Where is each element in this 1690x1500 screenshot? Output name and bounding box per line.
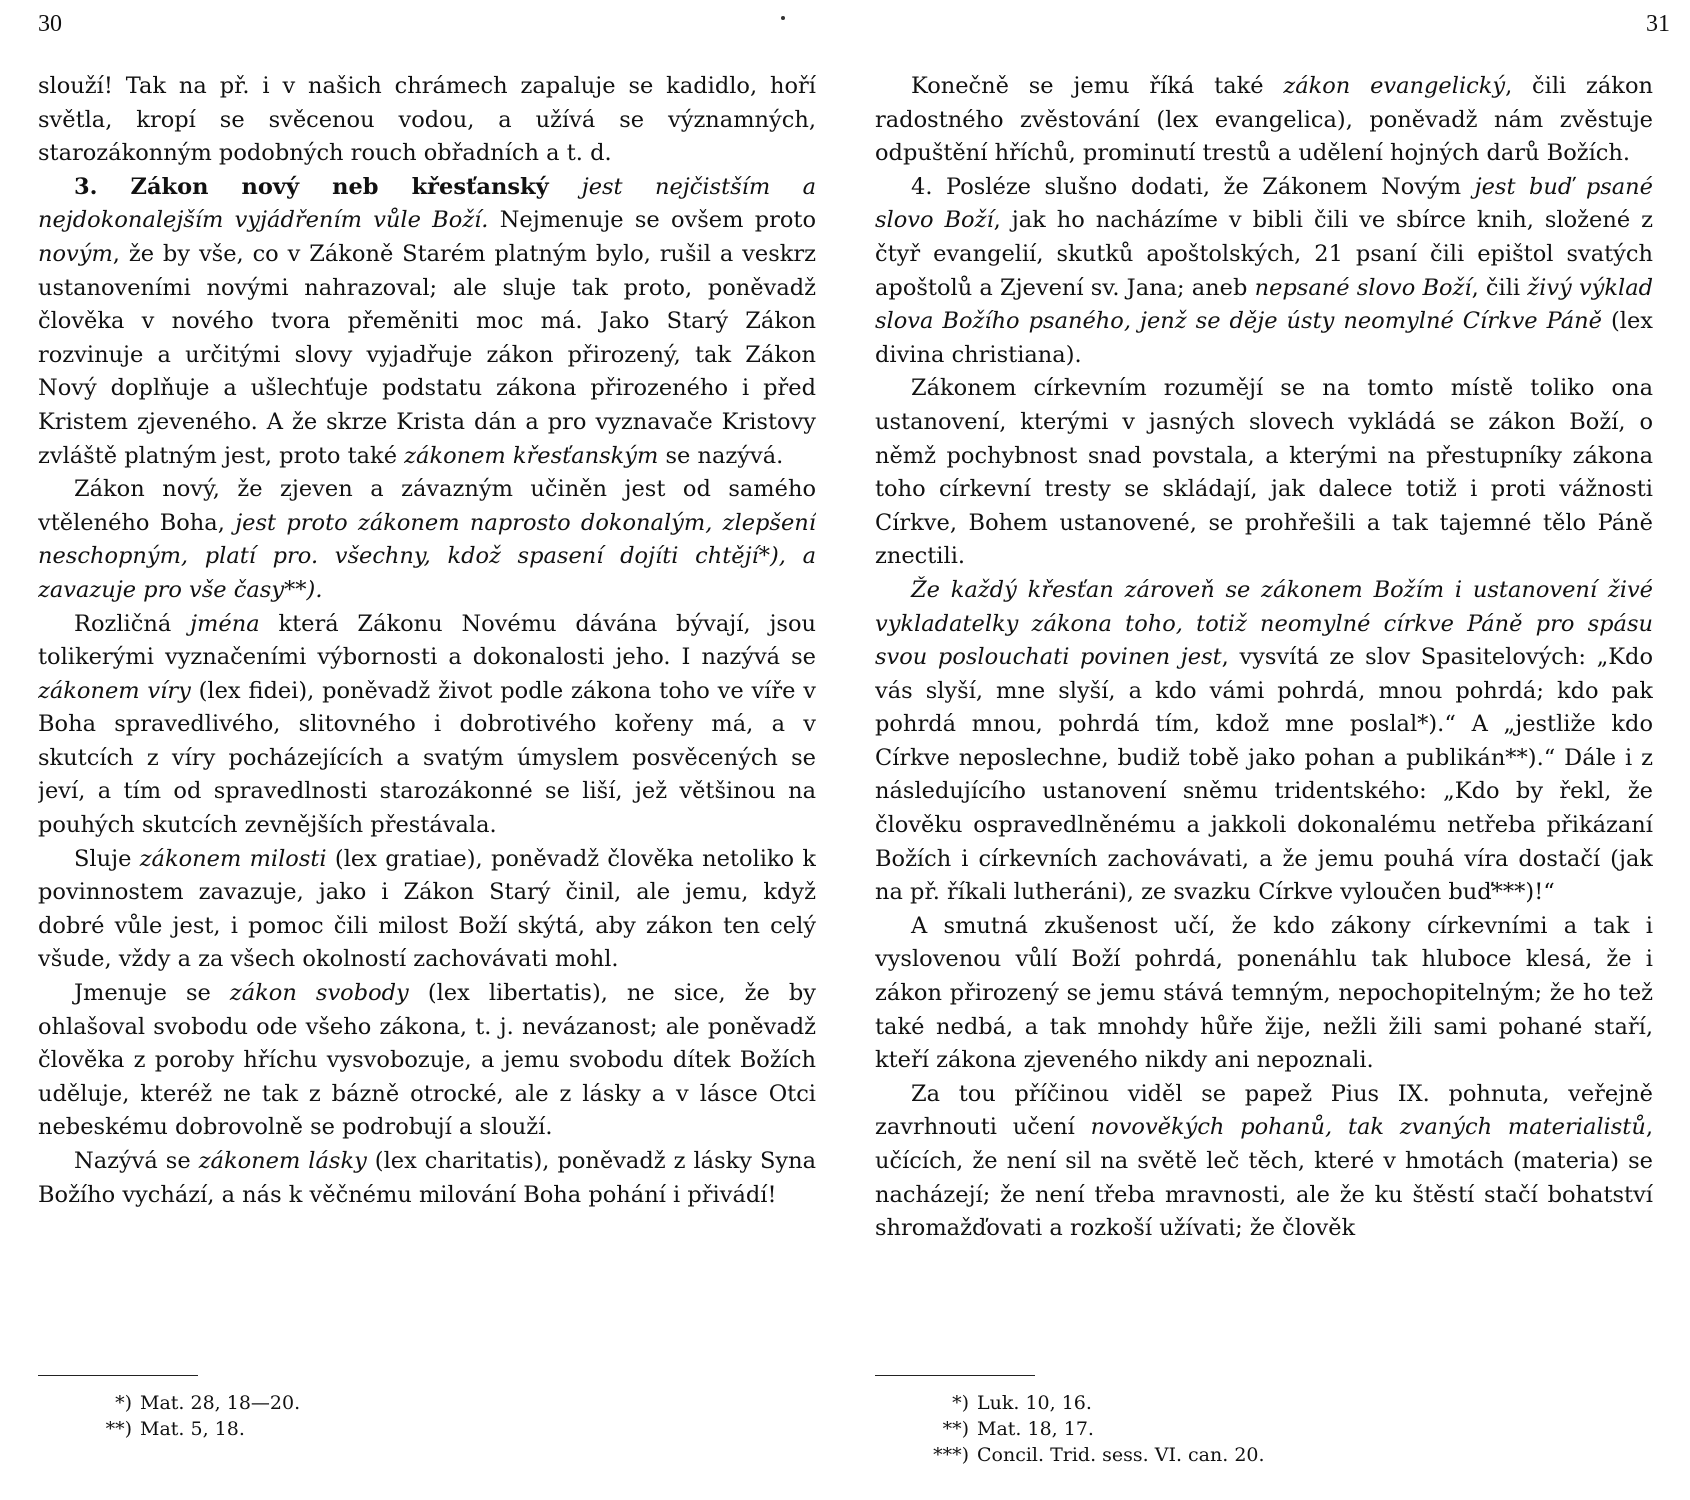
paragraph [875, 910, 1653, 1078]
footnote [927, 1442, 1265, 1468]
body-text: Jmenuje se [74, 980, 230, 1007]
paragraph [875, 70, 1653, 171]
emphasis-text: zákonem milosti [139, 845, 327, 872]
right-page [875, 70, 1653, 1466]
emphasis-text: novým [38, 240, 113, 267]
section-heading: 3. Zákon nový neb křesťanský [74, 173, 582, 200]
paragraph [38, 977, 816, 1145]
paragraph [875, 574, 1653, 910]
paragraph [875, 171, 1653, 373]
body-text: A smutná zkušenost učí, že kdo zákony církevními a tak i vyslovenou vůlí Boží pohrdá, ponenáhlu tak hluboce klesá, že i zákon přirozený se jemu stává temným, nepochopitelným; že ho tež také nedbá, a tak mnohdy hůře žije, nežli žili sami pohané staří, kteří zákona zjeveného nikdy ani nepoznali. [875, 912, 1653, 1074]
footnote-text: Luk. 10, 16. [977, 1392, 1092, 1414]
emphasis-text: jména [190, 610, 260, 637]
footnote-rule-left [38, 1375, 198, 1376]
paragraph [38, 70, 816, 171]
body-text: , učících, že není sil na světě leč těch, které v hmotách (materia) se nacházejí; že není třeba mravnosti, ale že ku štěstí stačí bohatství shromažďovati a rozkoší užívati; že člověk [875, 1114, 1653, 1242]
emphasis-text: zákon svobody [229, 980, 409, 1007]
body-text: 4. Posléze slušno dodati, že Zákonem Novým [911, 173, 1475, 200]
body-text: Rozličná [74, 610, 191, 637]
footnote-mark: ***) [933, 1444, 969, 1466]
paragraph [38, 171, 816, 473]
body-text: (lex gratiae), poněvadž člověka netoliko k povinnostem zavazuje, jako i Zákon Starý činil, ale jemu, když dobré vůle jest, i pomoc čili milost Boží skýtá, aby zákon ten celý všude, vždy a za všech okolností zachovávati mohl. [38, 845, 816, 973]
emphasis-text: zákon evangelický [1283, 73, 1506, 99]
body-text: (lex divina christiana). [875, 308, 1653, 368]
body-text: Nazývá se [74, 1148, 199, 1174]
footnote [927, 1390, 1265, 1416]
right-body-text [875, 70, 1653, 1355]
footnotes-right [927, 1390, 1265, 1468]
emphasis-text: Že každý křesťan zároveň se zákonem Božím i ustanovení živé vykladatelky zákona toho, totiž neomylné církve Páně pro spásu svou poslouchati povinen jest [875, 576, 1653, 671]
emphasis-text: zákonem křesťanským [404, 442, 659, 469]
body-text: Nejmenuje se ovšem proto [488, 207, 816, 234]
body-text: , čili [1471, 274, 1528, 301]
paragraph [875, 372, 1653, 574]
body-text: , čili zákon radostného zvěstování (lex evangelica), poněvadž nám zvěstuje odpuštění hříchů, prominutí trestů a udělení hojných darů Božích. [875, 73, 1653, 167]
body-text: Sluje [74, 845, 140, 872]
paragraph [875, 1078, 1653, 1246]
paragraph [38, 608, 816, 843]
body-text: která Zákonu Novému dávána bývají, jsou tolikerými vyznačeními výbornosti a dokonalosti jeho. I nazývá se [38, 610, 816, 671]
footnote-text: Mat. 5, 18. [140, 1418, 245, 1440]
body-text: , vysvítá ze slov Spasitelových: „Kdo vás slyší, mne slyší, a kdo vámi pohrdá, mnou pohrdá; kdo pak pohrdá mnou, pohrdá tím, kdož mne poslal*).“ A „jestliže kdo Církve neposlechne, budiž tobě jako pohan a publikán**).“ Dále i z následujícího ustanovení sněmu tridentského: „Kdo by řekl, že člověku ospravedlněnému a jakkoli dokonalému netřeba přikázaní Božích i církevních zachovávati, a že jemu pouhá víra dostačí (jak na př. říkali lutheráni), ze svazku Církve vyloučen buď***)!“ [875, 644, 1653, 906]
footnote [90, 1416, 300, 1442]
center-mark [781, 16, 785, 20]
left-page [38, 70, 816, 1440]
emphasis-text: nepsané slovo Boží [1254, 274, 1472, 301]
body-text: Konečně se jemu říká také [911, 73, 1284, 99]
body-text: Za tou příčinou viděl se papež Pius IX. pohnuta, veřejně zavrhnouti učení [875, 1080, 1653, 1141]
paragraph [38, 843, 816, 977]
body-text: Zákon nový, že zjeven a závazným učiněn jest od samého vtěleného Boha, [38, 476, 816, 536]
footnote-text: Mat. 18, 17. [977, 1418, 1094, 1440]
paragraph [38, 1145, 816, 1212]
page-number-right: 31 [1646, 11, 1670, 37]
footnote-text: Concil. Trid. sess. VI. can. 20. [977, 1444, 1265, 1466]
body-text: (lex fidei), poněvadž život podle zákona toho ve víře v Boha spravedlivého, slitovného i dobrotivého kořeny má, a v skutcích z víry pocházejících a svatým úmyslem posvěcených se jeví, a tím od spravedlnosti starozákonné se liší, jež většinou na pouhých skutcích zevnějších přestávala. [38, 677, 816, 839]
body-text: , jak ho nacházíme v bibli čili ve sbírce knih, složené z čtyř evangelií, skutků apoštolských, 21 psaní čili epištol svatých apoštolů a Zjevení sv. Jana; aneb [875, 207, 1653, 301]
page-number-left: 30 [38, 11, 62, 37]
emphasis-text: jest nejčistším a nejdokonalejším vyjádřením vůle Boží. [38, 173, 816, 234]
footnote-mark: **) [942, 1418, 969, 1440]
footnote-mark: **) [105, 1418, 132, 1440]
footnote [927, 1416, 1265, 1442]
body-text: , že by vše, co v Zákoně Starém platným bylo, rušil a veskrz ustanoveními novými nahrazoval; ale sluje tak proto, poněvadž člověka v nového tvora přeměniti moc má. Jako Starý Zákon rozvinuje a určitými slovy vyjadřuje zákon přirozený, tak Zákon Nový doplňuje a ušlechťuje podstatu zákona přirozeného i před Kristem zjeveného. A že skrze Krista dán a pro vyznavače Kristovy zvláště platným jest, proto také [38, 240, 816, 469]
body-text: (lex libertatis), ne sice, že by ohlašoval svobodu ode všeho zákona, t. j. nevázanost; ale poněvadž člověka z poroby hříchu vysvobozuje, a jemu svobodu dítek Božích uděluje, kteréž ne tak z bázně otrocké, ale z lásky a v lásce Otci nebeskému dobrovolně se podrobují a slouží. [38, 980, 816, 1141]
emphasis-text: zákonem lásky [198, 1148, 367, 1174]
emphasis-text: zákonem víry [38, 677, 191, 704]
emphasis-text: jest proto zákonem naprosto dokonalým, zlepšení neschopným, platí pro. všechny, kdož spasení dojíti chtějí*), a zavazuje pro vše časy**). [38, 509, 816, 603]
footnote-mark: *) [115, 1392, 132, 1414]
emphasis-text: novověkých pohanů, tak zvaných materialistů [1090, 1114, 1646, 1141]
footnote [90, 1390, 300, 1416]
footnote-text: Mat. 28, 18—20. [140, 1392, 301, 1414]
body-text: (lex charitatis), poněvadž z lásky Syna Božího vychází, a nás k věčnému milování Boha pohání i přivádí! [38, 1148, 816, 1208]
emphasis-text: jest buď psané slovo Boží [875, 173, 1653, 234]
emphasis-text: živý výklad slova Božího psaného, jenž se děje ústy neomylné Církve Páně [875, 274, 1653, 335]
footnotes-left [90, 1390, 300, 1442]
paragraph [38, 473, 816, 607]
footnote-rule-right [875, 1375, 1035, 1376]
body-text: slouží! Tak na př. i v našich chrámech zapaluje se kadidlo, hoří světla, kropí se svěcenou vodou, a užívá se významných, starozákonným podobných rouch obřadních a t. d. [38, 73, 816, 167]
left-body-text [38, 70, 816, 1355]
footnote-mark: *) [952, 1392, 969, 1414]
body-text: Zákonem církevním rozumějí se na tomto místě toliko ona ustanovení, kterými v jasných slovech vykládá se zákon Boží, o němž pochybnost snad povstala, a kterými na přestupníky zákona toho církevní tresty se skládají, jak dalece totiž i proti vážnosti Církve, Bohem ustanovené, se prohřešili a tak tajemné tělo Páně znectili. [875, 375, 1653, 570]
body-text: se nazývá. [658, 442, 784, 469]
